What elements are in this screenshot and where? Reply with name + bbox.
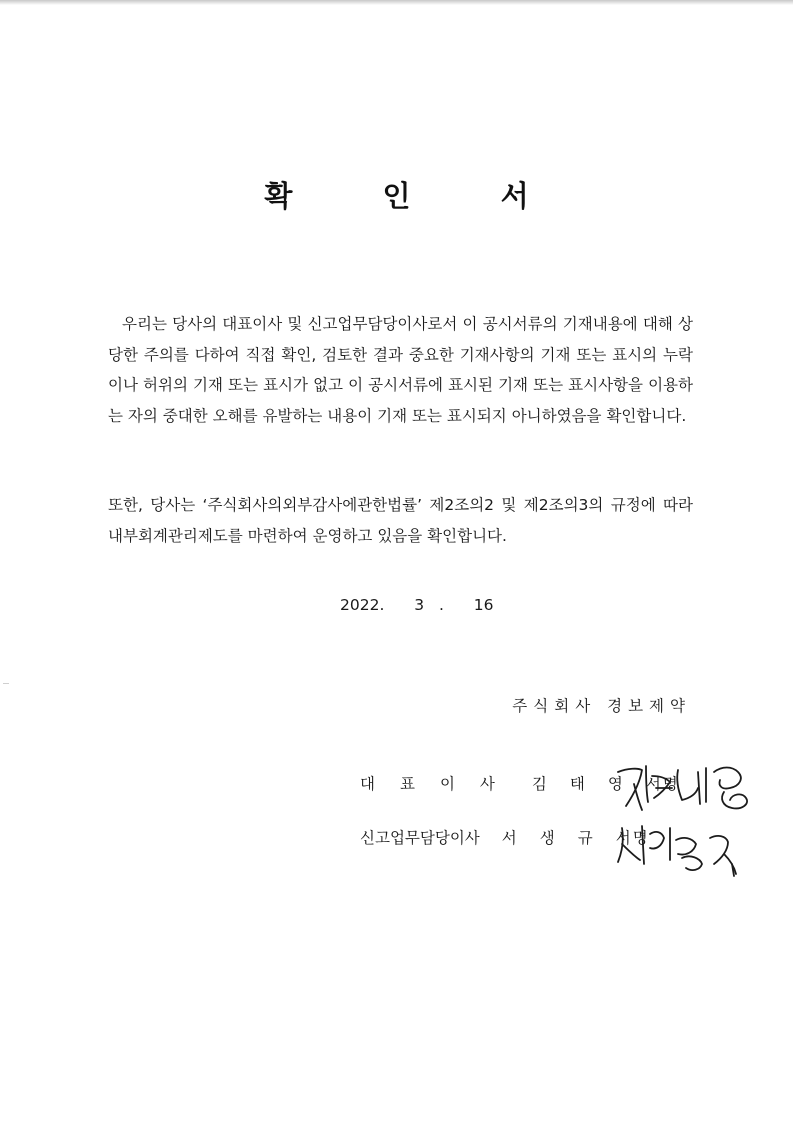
seal-label: 서명 (645, 775, 680, 793)
confirmation-paragraph: 우리는 당사의 대표이사 및 신고업무담당이사로서 이 공시서류의 기재내용에 대해 상당한 주의를 다하여 직접 확인, 검토한 결과 중요한 기재사항의 기재 또는 표시의 누락이나 허위의 기재 또는 표시가 없고 이 공시서류에 표시된 기재 또는 표시사항을 이용하는 자의 중대한 오해를 유발하는 내용이 기재 또는 표시되지 아니하였음을 확인합니다. (108, 315, 693, 425)
document-date: 2022. 3 . 16 (340, 596, 494, 614)
scan-edge (0, 0, 793, 5)
signatory-row-disclosure-officer (360, 826, 650, 848)
seal-label: 서명 (615, 829, 650, 847)
scan-speck (3, 683, 9, 684)
document-title: 확 인 서 (264, 179, 569, 213)
signatory-name: 김태영 (531, 775, 646, 793)
internal-control-paragraph: 또한, 당사는 ‘주식회사의외부감사에관한법률’ 제2조의2 및 제2조의3의 규정에 따라 내부회계관리제도를 마련하여 운영하고 있음을 확인합니다. (108, 496, 693, 545)
signatory-name: 서생규 (501, 829, 616, 847)
company-name: 주식회사 경보제약 (512, 697, 691, 715)
signatory-role: 신고업무담당이사 (360, 829, 480, 847)
signatory-role: 대표이사 (360, 775, 520, 793)
signatory-row-ceo (360, 772, 680, 794)
